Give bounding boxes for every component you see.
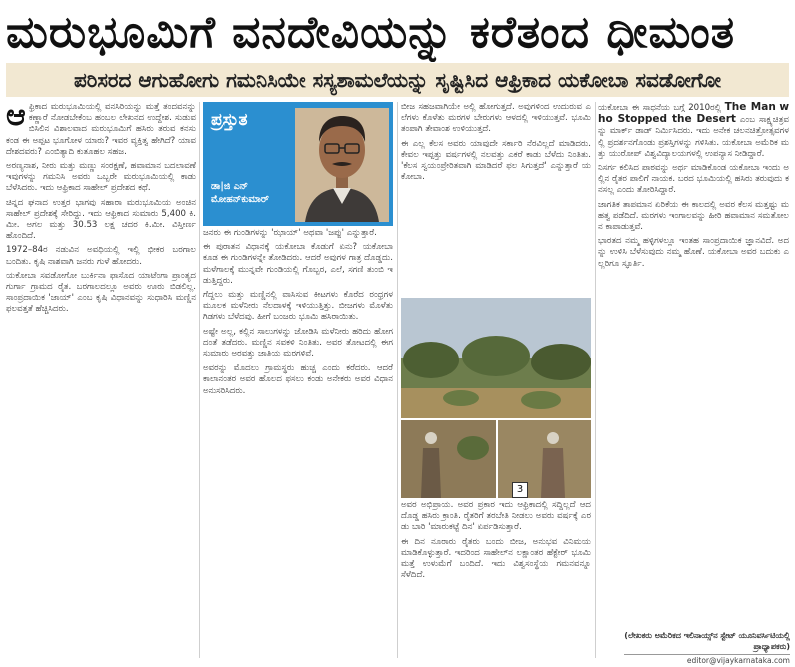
paragraph: ಫ್ರಿಕಾದ ಮರುಭೂಮಿಯಲ್ಲಿ ವನಸಿರಿಯನ್ನು ಮತ್ತೆ ತಂದವನನ್ನು ಕಣ್ಣಾರೆ ನೋಡಬೇಕೆಂಬ ಹಂಬಲ ಲೇಖನದ ಉದ್ದೇಶ. ಸುಡುವ ಬಿಸಿಲಿನ ವಿಶಾಲವಾದ ಮರುಭೂಮಿಗೆ ಹಸಿರು ತರುವ ಕನಸು ಕಂಡ ಈ ಅಪ್ಪಟ ಭೂಗೋಳ ಯಾರು? ಇವರ ವ್ಯಕ್ತಿತ್ವ ಹೇಗಿದೆ? ಯಾವ ದೇಶದವರು? ಎಂಬಿತ್ಯಾದಿ ಕುತೂಹಲ ಸಹಜ.: [6, 102, 196, 157]
paragraph: ಅರಣ್ಯನಾಶ, ನೀರು ಮತ್ತು ಮಣ್ಣು ಸಂರಕ್ಷಣೆ, ಹವಾಮಾನ ಬದಲಾವಣೆ ಇವುಗಳನ್ನು ಗಮನಿಸಿ ಅವರು ಒಬ್ಬರೇ ಮರುಭೂಮಿಯಲ್ಲಿ ಕಾಡು ಬೆಳೆಸಿದರು. ಇದು ಆಫ್ರಿಕಾದ ಸಾಹೇಲ್ ಪ್ರದೇಶದ ಕಥೆ.: [6, 161, 196, 194]
article-column-3-continued: [401, 500, 591, 658]
article-column-4: [598, 102, 789, 658]
column-divider: [595, 102, 596, 658]
photo-number: 3: [512, 482, 528, 498]
paragraph: ಈ ದಿನ ನೂರಾರು ರೈತರು ಬಂದು ಬೀಜ, ಅನುಭವ ವಿನಿಮಯ ಮಾಡಿಕೊಳ್ಳುತ್ತಾರೆ. ಇದರಿಂದ ಸಾಹೇಲ್‌ನ ಲಕ್ಷಾಂತರ ಹೆಕ್ಟೇರ್ ಭೂಮಿ ಮತ್ತೆ ಉಳುಮೆಗೆ ಬಂದಿದೆ. ಇದು ವಿಶ್ವಸಂಸ್ಥೆಯ ಗಮನವನ್ನೂ ಸೆಳೆದಿದೆ.: [401, 536, 591, 581]
paragraph: ಅವರ ಅಭಿಪ್ರಾಯ. ಅವರ ಪ್ರಕಾರ ಇದು ಆಫ್ರಿಕಾದಲ್ಲಿ ಸದ್ದಿಲ್ಲದೆ ಆದ ದೊಡ್ಡ ಹಸಿರು ಕ್ರಾಂತಿ. ರೈತರಿಗೆ ತರಬೇತಿ ನೀಡಲು ಅವರು ವರ್ಷಕ್ಕೆ ಎರಡು ಬಾರಿ 'ಮಾರುಕಟ್ಟೆ ದಿನ' ಏರ್ಪಡಿಸುತ್ತಾರೆ.: [401, 500, 591, 533]
footer-email[interactable]: editor@vijaykarnataka.com: [624, 654, 790, 667]
paragraph: ನಿಸರ್ಗ ಕಲಿಸಿದ ಪಾಠವನ್ನು ಅರ್ಥ ಮಾಡಿಕೊಂಡ ಯಕೋಬಾ ಇಂದು ಅಲ್ಲಿನ ರೈತರ ಪಾಲಿಗೆ ನಾಯಕ. ಬರದ ಭೂಮಿಯಲ್ಲಿ ಹಸಿರು ತರುವುದು ಕನಸಲ್ಲ ಎಂದು ತೋರಿಸಿದ್ದಾರೆ.: [598, 163, 789, 196]
paragraph: ಈ ಪುರಾತನ ವಿಧಾನಕ್ಕೆ ಯಕೋಬಾ ಕೊಡುಗೆ ಏನು? ಯಕೋಬಾ ಕೂಡ ಈ ಗುಂಡಿಗಳನ್ನೇ ತೋಡಿದರು. ಆದರೆ ಅವುಗಳ ಗಾತ್ರ ದೊಡ್ಡದು. ಮಳೆಗಾಲಕ್ಕೆ ಮುನ್ನವೇ ಗುಂಡಿಯಲ್ಲಿ ಗೊಬ್ಬರ, ಎಲೆ, ಸಗಣಿ ತುಂಬಿ ಇಡುತ್ತಿದ್ದರು.: [203, 242, 393, 286]
paragraph: ಅವರನ್ನು ಮೊದಲು ಗ್ರಾಮಸ್ಥರು ಹುಚ್ಚ ಎಂದು ಕರೆದರು. ಆದರೆ ಕಾಲಾನಂತರ ಅವರ ಹೊಲದ ಫಸಲು ಕಂಡು ಅನೇಕರು ಅವರ ವಿಧಾನ ಅನುಸರಿಸಿದರು.: [203, 363, 393, 396]
documentary-title: The Man: [724, 102, 776, 113]
drop-cap: ಆ: [6, 102, 26, 133]
author-portrait: [295, 108, 389, 222]
paragraph: ಭಾರತದ ನಮ್ಮ ಹಳ್ಳಿಗಳಲ್ಲೂ ಇಂತಹ ಸಾಂಪ್ರದಾಯಿಕ ಜ್ಞಾನವಿದೆ. ಅದನ್ನು ಉಳಿಸಿ ಬೆಳೆಸುವುದು ನಮ್ಮ ಹೊಣೆ. ಯಕೋಬಾ ಅವರ ಬದುಕು ಎಲ್ಲರಿಗೂ ಸ್ಫೂರ್ತಿ.: [598, 236, 789, 269]
paragraph: ಈ ಎಲ್ಲ ಕೆಲಸ ಅವರು ಯಾವುದೇ ಸರ್ಕಾರಿ ನೆರವಿಲ್ಲದೆ ಮಾಡಿದರು. ಕೇವಲ ಇಪ್ಪತ್ತು ವರ್ಷಗಳಲ್ಲಿ ನಲವತ್ತು ಎಕರೆ ಕಾಡು ಬೆಳೆದು ನಿಂತಿತು. 'ಕೆಲಸ ಸ್ವಯಂಪ್ರೇರಿತವಾಗಿ ಮಾಡಿದರೆ ಫಲ ಸಿಗುತ್ತದೆ' ಎನ್ನುತ್ತಾರೆ ಯಕೋಬಾ.: [401, 138, 591, 183]
author-name: ಡಾ|ಜಿ ಎನ್ ಮೋಹನ್‌ಕುಮಾರ್: [211, 181, 270, 205]
article-column-1: [6, 102, 196, 658]
headline: ಮರುಭೂಮಿಗೆ ವನದೇವಿಯನ್ನು ಕರೆತಂದ ಧೀಮಂತ: [6, 7, 736, 58]
column-label: ಪ್ರಸ್ತುತ: [211, 110, 248, 130]
documentary-title: who Stopped the Desert: [598, 102, 789, 126]
paragraph: ಬೀಜ ಸಹಜವಾಗಿಯೇ ಅಲ್ಲಿ ಹೋಗುತ್ತದೆ. ಅವುಗಳಿಂದ ಉದುರುವ ಎಲೆಗಳು ಕೊಳೆತು ಮರಗಳ ಬೇರುಗಳು ಆಳದಲ್ಲಿ ಇಳಿಯುತ್ತವೆ. ಭೂಮಿ ತಂಪಾಗಿ ತೇವಾಂಶ ಉಳಿಯುತ್ತದೆ.: [401, 102, 591, 135]
paragraph: ಜನರು ಈ ಗುಂಡಿಗಳನ್ನು 'ಝಾಯ್' ಅಥವಾ 'ಜಪ್ಪು' ಎನ್ನುತ್ತಾರೆ.: [203, 228, 377, 238]
paragraph: ಜಾಗತಿಕ ತಾಪಮಾನ ಏರಿಕೆಯ ಈ ಕಾಲದಲ್ಲಿ ಅವರ ಕೆಲಸ ಮತ್ತಷ್ಟು ಮಹತ್ವ ಪಡೆದಿದೆ. ಮರಗಳು ಇಂಗಾಲವನ್ನು ಹೀರಿ ಹವಾಮಾನ ಸಮತೋಲನ ಕಾಪಾಡುತ್ತವೆ.: [598, 199, 789, 233]
subheadline: ಪರಿಸರದ ಆಗುಹೋಗು ಗಮನಿಸಿಯೇ ಸಸ್ಯಶಾಮಲೆಯನ್ನು ಸೃಷ್ಟಿಸಿದ ಆಫ್ರಿಕಾದ ಯಕೋಬಾ ಸವಡೋಗೋ: [6, 63, 789, 97]
article-column-3: [401, 102, 591, 294]
paragraph: ಚಿನ್ನದ ಘನಾದ ಉತ್ತರ ಭಾಗವು ಸಹಾರಾ ಮರುಭೂಮಿಯ ಅಂಚಿನ ಸಾಹೇಲ್ ಪ್ರದೇಶಕ್ಕೆ ಸೇರಿದ್ದು. ಇದು ಆಫ್ರಿಕಾದ ಸುಮಾರು 5,400 ಕಿ.ಮೀ. ಅಗಲ ಮತ್ತು 30.53 ಲಕ್ಷ ಚದರ ಕಿ.ಮೀ. ವಿಸ್ತೀರ್ಣ ಹೊಂದಿದೆ.: [6, 197, 196, 242]
paragraph: ಗೆದ್ದಲು ಮತ್ತು ಮಣ್ಣಿನಲ್ಲಿ ವಾಸಿಸುವ ಕೀಟಗಳು ಕೊರೆದ ರಂಧ್ರಗಳ ಮೂಲಕ ಮಳೆನೀರು ನೆಲದಾಳಕ್ಕೆ ಇಳಿಯುತ್ತಿತ್ತು. ಬೀಜಗಳು ಮೊಳೆತು ಗಿಡಗಳು ಬೆಳೆದವು. ಹೀಗೆ ಬಂಜರು ಭೂಮಿ ಹಸಿರಾಯಿತು.: [203, 290, 393, 323]
column-label-box: [203, 102, 393, 226]
column-divider: [397, 102, 398, 658]
paragraph: ಅಷ್ಟೇ ಅಲ್ಲ, ಕಲ್ಲಿನ ಸಾಲುಗಳನ್ನು ಜೋಡಿಸಿ ಮಳೆನೀರು ಹರಿದು ಹೋಗದಂತೆ ತಡೆದರು. ಮಣ್ಣಿನ ಸವಕಳಿ ನಿಂತಿತು. ಅವರ ತೋಟದಲ್ಲಿ ಈಗ ಸುಮಾರು ಅರವತ್ತು ಜಾತಿಯ ಮರಗಳಿವೆ.: [203, 326, 393, 360]
article-photo: [401, 298, 591, 498]
article-column-2: [203, 228, 393, 658]
paragraph: ಎಂಬ ಸಾಕ್ಷ್ಯಚಿತ್ರವನ್ನು ಮಾರ್ಕ್ ಡಾಡ್ ನಿರ್ಮಿಸಿದರು. ಇದು ಅನೇಕ ಚಲನಚಿತ್ರೋತ್ಸವಗಳಲ್ಲಿ ಪ್ರದರ್ಶನಗೊಂಡು ಪ್ರಶಸ್ತಿಗಳನ್ನು ಗಳಿಸಿತು. ಯಕೋಬಾ ಅಮೆರಿಕ ಮತ್ತು ಯುರೋಪ್ ವಿಶ್ವವಿದ್ಯಾಲಯಗಳಲ್ಲಿ ಉಪನ್ಯಾಸ ನೀಡಿದ್ದಾರೆ.: [598, 115, 789, 159]
paragraph: ಯಕೋಬಾ ಈ ಸಾಧನೆಯ ಬಗ್ಗೆ 2010ರಲ್ಲಿ: [598, 103, 722, 113]
paragraph: ಯಕೋಬಾ ಸವಡೋಗೋ ಬುರ್ಕಿನಾ ಫಾಸೊದ ಯಾಟೆಂಗಾ ಪ್ರಾಂತ್ಯದ ಗುರ್ಗಾ ಗ್ರಾಮದ ರೈತ. ಬರಗಾಲದಲ್ಲೂ ಅವರು ಊರು ಬಿಡಲಿಲ್ಲ. ಸಾಂಪ್ರದಾಯಿಕ 'ಜಾಯ್' ಎಂಬ ಕೃಷಿ ವಿಧಾನವನ್ನು ಸುಧಾರಿಸಿ ಮಣ್ಣಿನ ಫಲವತ್ತತೆ ಹೆಚ್ಚಿಸಿದರು.: [6, 270, 196, 315]
paragraph: 1972–84ರ ನಡುವಿನ ಅವಧಿಯಲ್ಲಿ ಇಲ್ಲಿ ಭೀಕರ ಬರಗಾಲ ಬಂದಿತು. ಕೃಷಿ ನಾಶವಾಗಿ ಜನರು ಗುಳೆ ಹೋದರು.: [6, 245, 196, 267]
author-credit: (ಲೇಖಕರು ಅಮೆರಿಕದ ಇಲಿನಾಯ್ಸ್‌ನ ಸ್ಟೇಟ್ ಯೂನಿವರ್ಸಿಟಿಯಲ್ಲಿ ಪ್ರಾಧ್ಯಾಪಕರು): [624, 631, 790, 651]
column-divider: [199, 102, 200, 658]
